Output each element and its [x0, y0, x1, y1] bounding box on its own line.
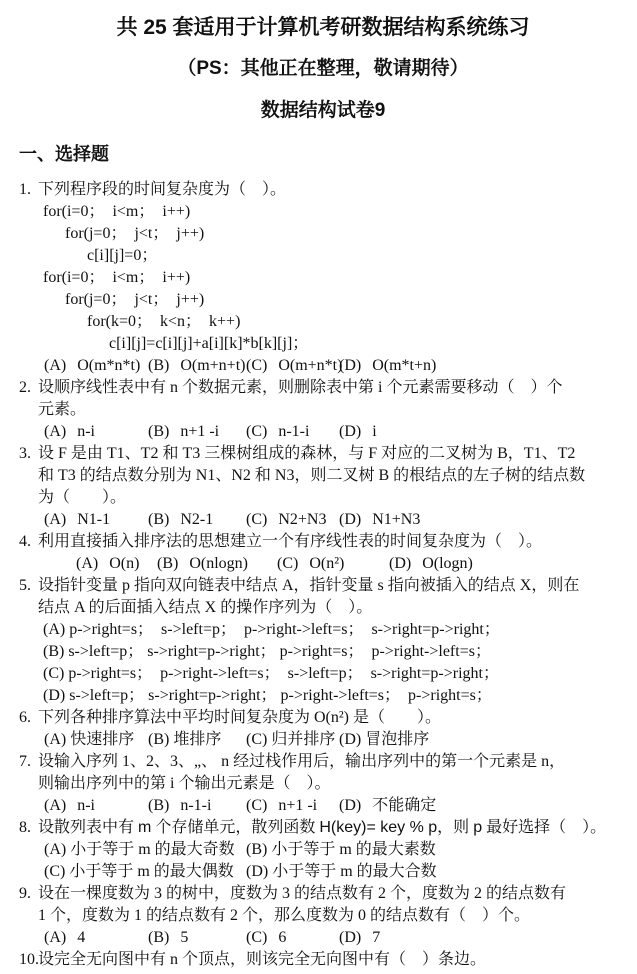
text-segment: 设散列表中有: [38, 819, 139, 836]
indent-spacer: [19, 399, 38, 421]
option-text: 冒泡排序: [365, 731, 430, 748]
indent-spacer: [19, 267, 38, 289]
option-text: N1-1: [77, 511, 111, 528]
option: [246, 861, 437, 883]
option: [148, 509, 246, 531]
question-text: 设完全无向图中有 n 个顶点，则该完全无向图中有（ ）条边。: [38, 951, 487, 968]
option-label: (C): [246, 357, 268, 374]
option: [44, 861, 246, 883]
option-label: (C): [246, 511, 268, 528]
question-number: 4.: [19, 533, 31, 550]
question-7: [19, 751, 627, 817]
option: [148, 421, 246, 443]
option-label: (D): [339, 929, 362, 946]
question-5: [19, 575, 627, 707]
option-text: N1+N3: [372, 511, 421, 528]
question-8: [19, 817, 627, 883]
option-label: (A): [44, 797, 67, 814]
option: [38, 641, 491, 663]
option: [246, 355, 343, 377]
option: [339, 509, 420, 531]
options-row: [38, 729, 429, 751]
option-text: O(m*n*t): [77, 357, 141, 374]
option-label: (B): [246, 841, 268, 858]
option-text: 堆排序: [173, 731, 222, 748]
option: [44, 795, 148, 817]
code-line: for(k=0； k<n； k++): [87, 313, 241, 330]
option: [339, 729, 429, 751]
option-label: (A): [44, 357, 67, 374]
option: [38, 685, 492, 707]
options-row: [38, 509, 420, 531]
indent-spacer: [19, 773, 38, 795]
option: [76, 553, 157, 575]
section-heading: 一、选择题: [19, 144, 109, 164]
option-label: (C): [43, 665, 65, 682]
indent-spacer: [19, 333, 38, 355]
option-label: (C): [246, 929, 268, 946]
indent-spacer: [19, 487, 38, 509]
question-2: [19, 377, 627, 443]
indent-spacer: [19, 289, 38, 311]
indent-spacer: [19, 729, 38, 751]
option-label: (C): [246, 797, 268, 814]
question-number: 5.: [19, 577, 31, 594]
question-4: [19, 531, 627, 575]
indent-spacer: [19, 861, 38, 883]
option: [339, 795, 436, 817]
question-text: 1 个，度数为 1 的结点数有 2 个，那么度数为 0 的结点数有（ ）个。: [38, 907, 531, 924]
question-text: 设在一棵度数为 3 的树中，度数为 3 的结点数有 2 个，度数为 2 的结点数有: [38, 885, 567, 902]
option-label: (D): [339, 423, 362, 440]
text-segment: m: [138, 819, 152, 836]
question-1: [19, 179, 627, 377]
options-row: [38, 795, 436, 817]
option-text: i: [372, 423, 377, 440]
question-text: 设指针变量 p 指向双向链表中结点 A，指针变量 s 指向被插入的结点 X，则在: [38, 577, 580, 594]
option: [246, 509, 339, 531]
option-text: O(m+n*t): [278, 357, 343, 374]
question-number: 9.: [19, 885, 31, 902]
option-label: (D): [43, 687, 66, 704]
option: [148, 355, 246, 377]
indent-spacer: [19, 905, 38, 927]
text-segment: ，则: [437, 819, 474, 836]
question-text: 设顺序线性表中有 n 个数据元素，则删除表中第 i 个元素需要移动（ ）个: [38, 379, 563, 396]
option-text: O(nlogn): [189, 555, 248, 572]
text-segment: 最好选择（ ）。: [482, 819, 607, 836]
option-label: (C): [246, 423, 268, 440]
option-text: s->left=p； s->right=p->right； p->right=s； p->right->left=s；: [68, 643, 491, 660]
code-line: for(j=0； j<t； j++): [65, 225, 205, 242]
question-number: 10.: [19, 951, 39, 968]
question-text: [38, 817, 606, 839]
question-text: 设 F 是由 T1、T2 和 T3 三棵树组成的森林，与 F 对应的二叉树为 B，T1、T2: [38, 445, 576, 462]
indent-spacer: [19, 839, 38, 861]
option: [389, 553, 473, 575]
indent-spacer: [19, 619, 38, 641]
option-text: 归并排序: [271, 731, 336, 748]
option-label: (B): [148, 357, 170, 374]
option-label: (A): [43, 621, 66, 638]
question-text: 下列程序段的时间复杂度为（ ）。: [38, 181, 287, 198]
question-6: [19, 707, 627, 751]
code-line: c[i][j]=c[i][j]+a[i][k]*b[k][j]；: [109, 335, 309, 352]
option: [148, 927, 246, 949]
option-text: O(n²): [309, 555, 345, 572]
option-text: 6: [278, 929, 287, 946]
option-text: n+1 -i: [278, 797, 318, 814]
question-text: 则输出序列中的第 i 个输出元素是（ ）。: [38, 775, 331, 792]
option-label: (A): [44, 731, 67, 748]
indent-spacer: [19, 927, 38, 949]
indent-spacer: [19, 641, 38, 663]
option-label: (B): [148, 797, 170, 814]
question-text: 元素。: [38, 401, 87, 418]
option-label: (B): [148, 929, 170, 946]
question-number: 1.: [19, 181, 31, 198]
option-text: 小于等于 m 的最大合数: [272, 863, 437, 880]
option: [148, 729, 246, 751]
option: [44, 355, 148, 377]
question-text: 结点 A 的后面插入结点 X 的操作序列为（ ）。: [38, 599, 373, 616]
option-text: s->left=p； s->right=p->right； p->right->left=s； p->right=s；: [69, 687, 492, 704]
option: [44, 421, 148, 443]
question-9: [19, 883, 627, 949]
hash-formula: H(key)= key % p: [319, 819, 438, 836]
option-label: (A): [44, 423, 67, 440]
question-number: 7.: [19, 753, 31, 770]
indent-spacer: [19, 245, 38, 267]
option-text: 4: [77, 929, 86, 946]
option-label: (A): [44, 841, 67, 858]
question-text: 为（ ）。: [38, 489, 127, 506]
question-3: [19, 443, 627, 531]
option-label: (B): [148, 511, 170, 528]
option-label: (D): [339, 731, 362, 748]
indent-spacer: [19, 685, 38, 707]
question-text: 下列各种排序算法中平均时间复杂度为 O(n²) 是（ ）。: [38, 709, 442, 726]
option: [246, 927, 339, 949]
option-label: (A): [44, 929, 67, 946]
doc-title: 共 25 套适用于计算机考研数据结构系统练习: [116, 16, 530, 39]
question-number: 6.: [19, 709, 31, 726]
option-label: (D): [339, 797, 362, 814]
options-row: [38, 927, 380, 949]
option: [157, 553, 277, 575]
option-label: (A): [44, 511, 67, 528]
option: [246, 839, 436, 861]
option-text: 小于等于 m 的最大奇数: [70, 841, 235, 858]
option-text: p->right=s； p->right->left=s； s->left=p； s->right=p->right；: [68, 665, 499, 682]
indent-spacer: [19, 465, 38, 487]
code-line: for(i=0； i<m； i++): [43, 203, 191, 220]
option: [44, 927, 148, 949]
option: [246, 421, 339, 443]
option-label: (A): [76, 555, 99, 572]
indent-spacer: [19, 421, 38, 443]
option-text: N2+N3: [278, 511, 327, 528]
option-text: 不能确定: [372, 797, 437, 814]
option: [44, 729, 148, 751]
option: [339, 927, 380, 949]
option: [246, 795, 339, 817]
indent-spacer: [19, 597, 38, 619]
indent-spacer: [19, 355, 38, 377]
option: [277, 553, 389, 575]
option-label: (B): [148, 423, 170, 440]
option-text: O(n): [109, 555, 140, 572]
text-segment: 个存储单元，散列函数: [151, 819, 320, 836]
options-row: [38, 355, 436, 377]
option-label: (B): [157, 555, 179, 572]
option-text: 小于等于 m 的最大偶数: [69, 863, 234, 880]
option-text: n-i: [77, 797, 95, 814]
option-label: (D): [339, 357, 362, 374]
code-line: for(i=0； i<m； i++): [43, 269, 191, 286]
indent-spacer: [19, 311, 38, 333]
option: [339, 421, 377, 443]
question-number: 2.: [19, 379, 31, 396]
option-text: N2-1: [180, 511, 214, 528]
option-text: n+1 -i: [180, 423, 220, 440]
option-text: 5: [180, 929, 189, 946]
option: [44, 839, 246, 861]
option-text: O(logn): [422, 555, 473, 572]
option-label: (C): [44, 863, 66, 880]
option-text: n-1-i: [278, 423, 310, 440]
option-label: (C): [246, 731, 268, 748]
option: [148, 795, 246, 817]
option: [339, 355, 436, 377]
option-text: 小于等于 m 的最大素数: [271, 841, 436, 858]
option: [38, 663, 499, 685]
option-label: (D): [246, 863, 269, 880]
option-label: (B): [43, 643, 65, 660]
option-text: O(m*t+n): [372, 357, 437, 374]
option-text: 快速排序: [70, 731, 135, 748]
question-text: 利用直接插入排序法的思想建立一个有序线性表的时间复杂度为（ ）。: [38, 533, 543, 550]
option-text: p->right=s； s->left=p； p->right->left=s； s->right=p->right；: [69, 621, 500, 638]
options-row: [38, 839, 436, 861]
question-text: 设输入序列 1、2、3、„、 n 经过栈作用后，输出序列中的第一个元素是 n，: [38, 753, 566, 770]
option-label: (D): [389, 555, 412, 572]
indent-spacer: [19, 509, 38, 531]
question-number: 3.: [19, 445, 31, 462]
option: [38, 619, 500, 641]
doc-subtitle: （PS：其他正在整理，敬请期待）: [177, 58, 469, 79]
option-text: n-1-i: [180, 797, 212, 814]
indent-spacer: [19, 795, 38, 817]
question-text: 和 T3 的结点数分别为 N1、N2 和 N3，则二叉树 B 的根结点的左子树的结点数: [38, 467, 586, 484]
paper-title: 数据结构试卷9: [260, 100, 386, 121]
option-label: (D): [339, 511, 362, 528]
option-label: (B): [148, 731, 170, 748]
options-row: [38, 553, 473, 575]
indent-spacer: [19, 201, 38, 223]
option-text: 7: [372, 929, 381, 946]
options-row: [38, 421, 377, 443]
indent-spacer: [19, 223, 38, 245]
option-text: O(m+n+t): [180, 357, 246, 374]
question-10: [19, 949, 627, 971]
question-number: 8.: [19, 819, 31, 836]
indent-spacer: [19, 663, 38, 685]
code-line: for(j=0； j<t； j++): [65, 291, 205, 308]
indent-spacer: [19, 553, 38, 575]
option: [246, 729, 339, 751]
option-label: (C): [277, 555, 299, 572]
options-row: [38, 861, 437, 883]
text-segment: p: [473, 819, 483, 836]
option-text: n-i: [77, 423, 95, 440]
code-line: c[i][j]=0；: [87, 247, 158, 264]
option: [44, 509, 148, 531]
